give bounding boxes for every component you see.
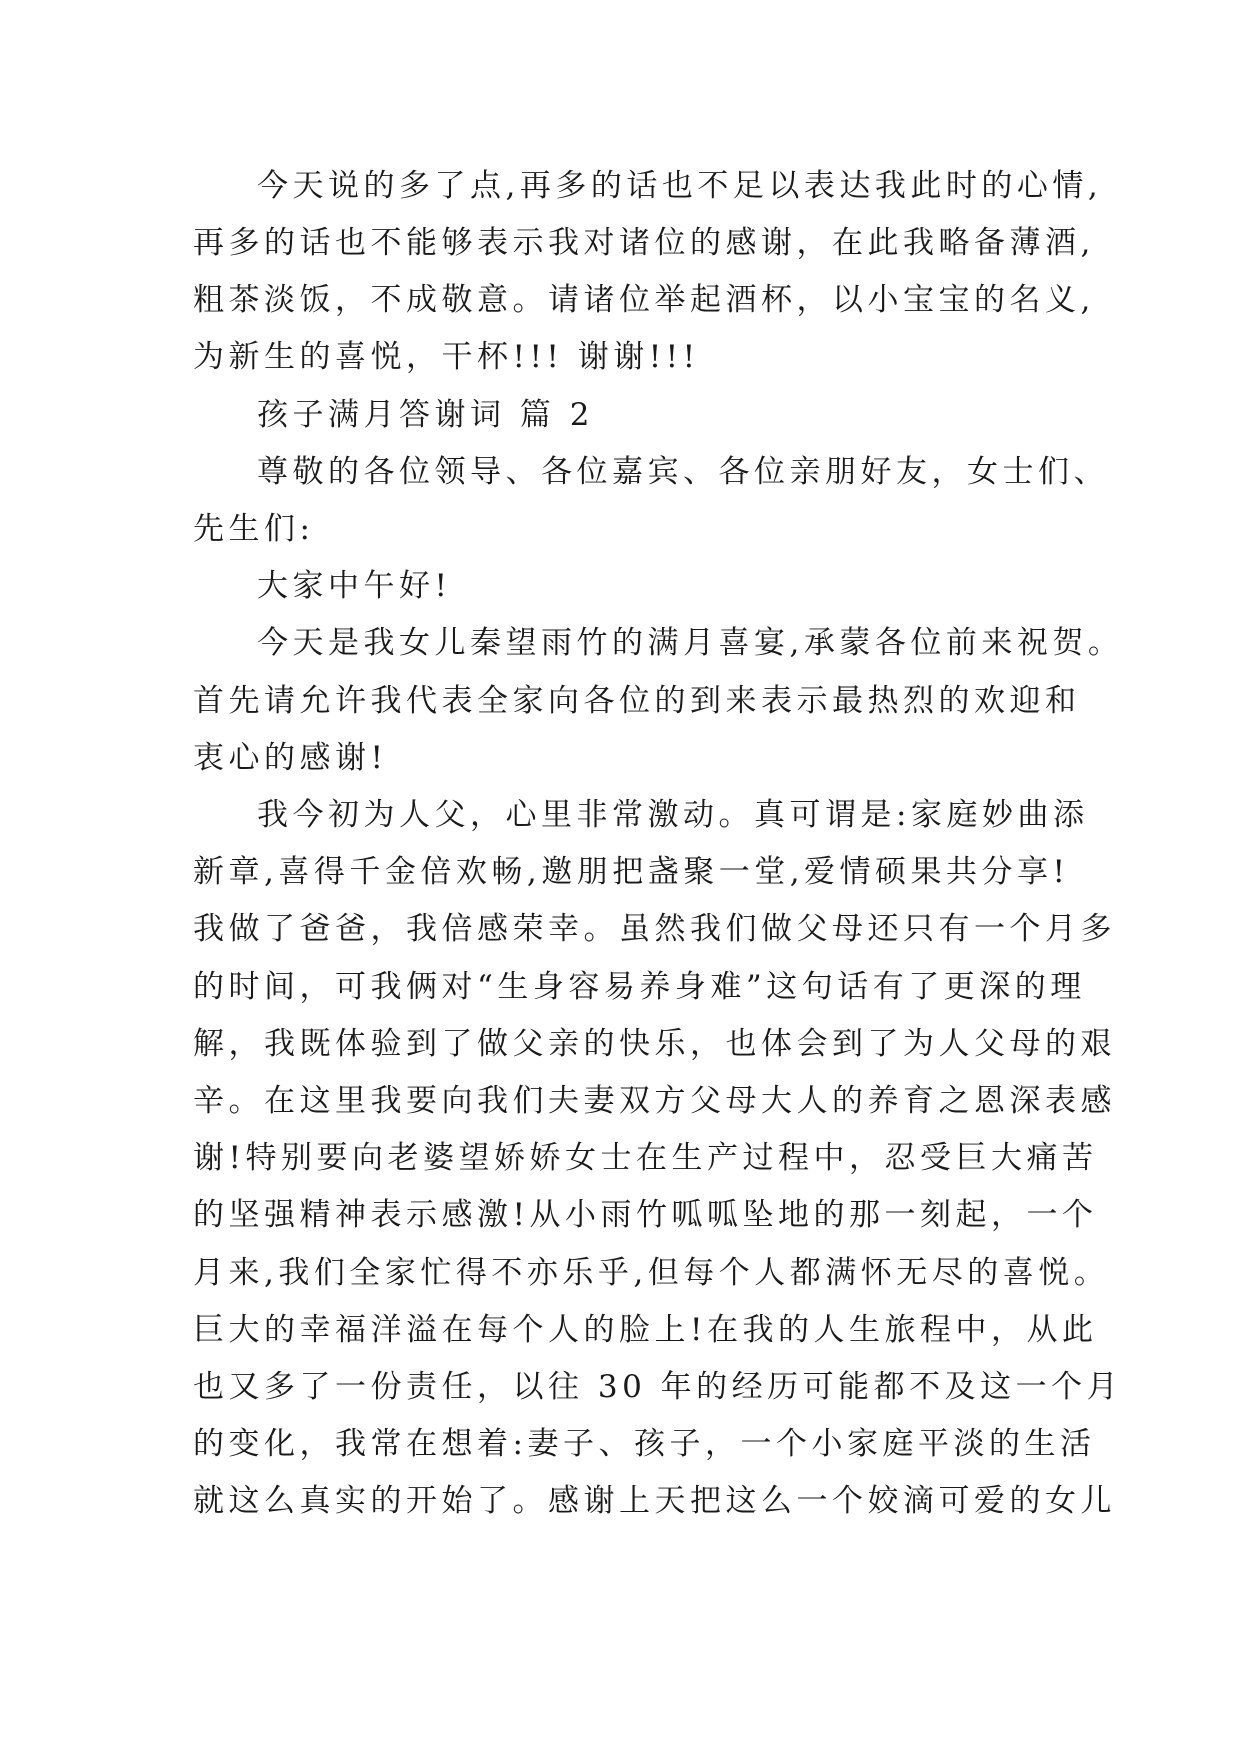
text-line: 月来,我们全家忙得不亦乐乎,但每个人都满怀无尽的喜悦。: [193, 1255, 1110, 1291]
section-heading: 孩子满月答谢词 篇 2: [257, 397, 594, 433]
text-line: 尊敬的各位领导、各位嘉宾、各位亲朋好友，女士们、: [257, 454, 1109, 490]
text-line: 巨大的幸福洋溢在每个人的脸上!在我的人生旅程中，从此: [193, 1312, 1098, 1348]
text-line: 为新生的喜悦，干杯!!! 谢谢!!!: [193, 339, 700, 375]
text-line: 再多的话也不能够表示我对诸位的感谢，在此我略备薄酒,: [193, 225, 1095, 261]
text-line: 首先请允许我代表全家向各位的到来表示最热烈的欢迎和: [193, 683, 1081, 719]
text-line: 辛。在这里我要向我们夫妻双方父母大人的养育之恩深表感: [193, 1083, 1116, 1119]
text-line: 我今初为人父，心里非常激动。真可谓是:家庭妙曲添: [257, 797, 1089, 833]
text-line: 新章,喜得千金倍欢畅,邀朋把盏聚一堂,爱情硕果共分享!: [193, 854, 1070, 890]
text-line: 也又多了一份责任，以往 30 年的经历可能都不及这一个月: [193, 1369, 1123, 1405]
text-line: 谢!特别要向老婆望娇娇女士在生产过程中，忍受巨大痛苦: [193, 1140, 1098, 1176]
text-line: 解，我既体验到了做父亲的快乐，也体会到了为人父母的艰: [193, 1026, 1116, 1062]
text-line: 我做了爸爸，我倍感荣幸。虽然我们做父母还只有一个月多: [193, 911, 1116, 947]
text-line: 今天是我女儿秦望雨竹的满月喜宴,承蒙各位前来祝贺。: [257, 625, 1124, 661]
text-line: 大家中午好!: [257, 568, 452, 604]
text-line: 就这么真实的开始了。感谢上天把这么一个姣滴可爱的女儿: [193, 1483, 1116, 1519]
text-line: 的坚强精神表示感激!从小雨竹呱呱坠地的那一刻起，一个: [193, 1197, 1098, 1233]
text-line: 衷心的感谢!: [193, 740, 388, 776]
text-line: 今天说的多了点,再多的话也不足以表达我此时的心情,: [257, 168, 1103, 204]
text-line: 先生们:: [193, 511, 315, 547]
text-line: 的时间，可我俩对“生身容易养身难”这句话有了更深的理: [193, 969, 1086, 1005]
text-line: 的变化，我常在想着:妻子、孩子，一个小家庭平淡的生活: [193, 1426, 1096, 1462]
text-line: 粗茶淡饭，不成敬意。请诸位举起酒杯，以小宝宝的名义,: [193, 282, 1095, 318]
